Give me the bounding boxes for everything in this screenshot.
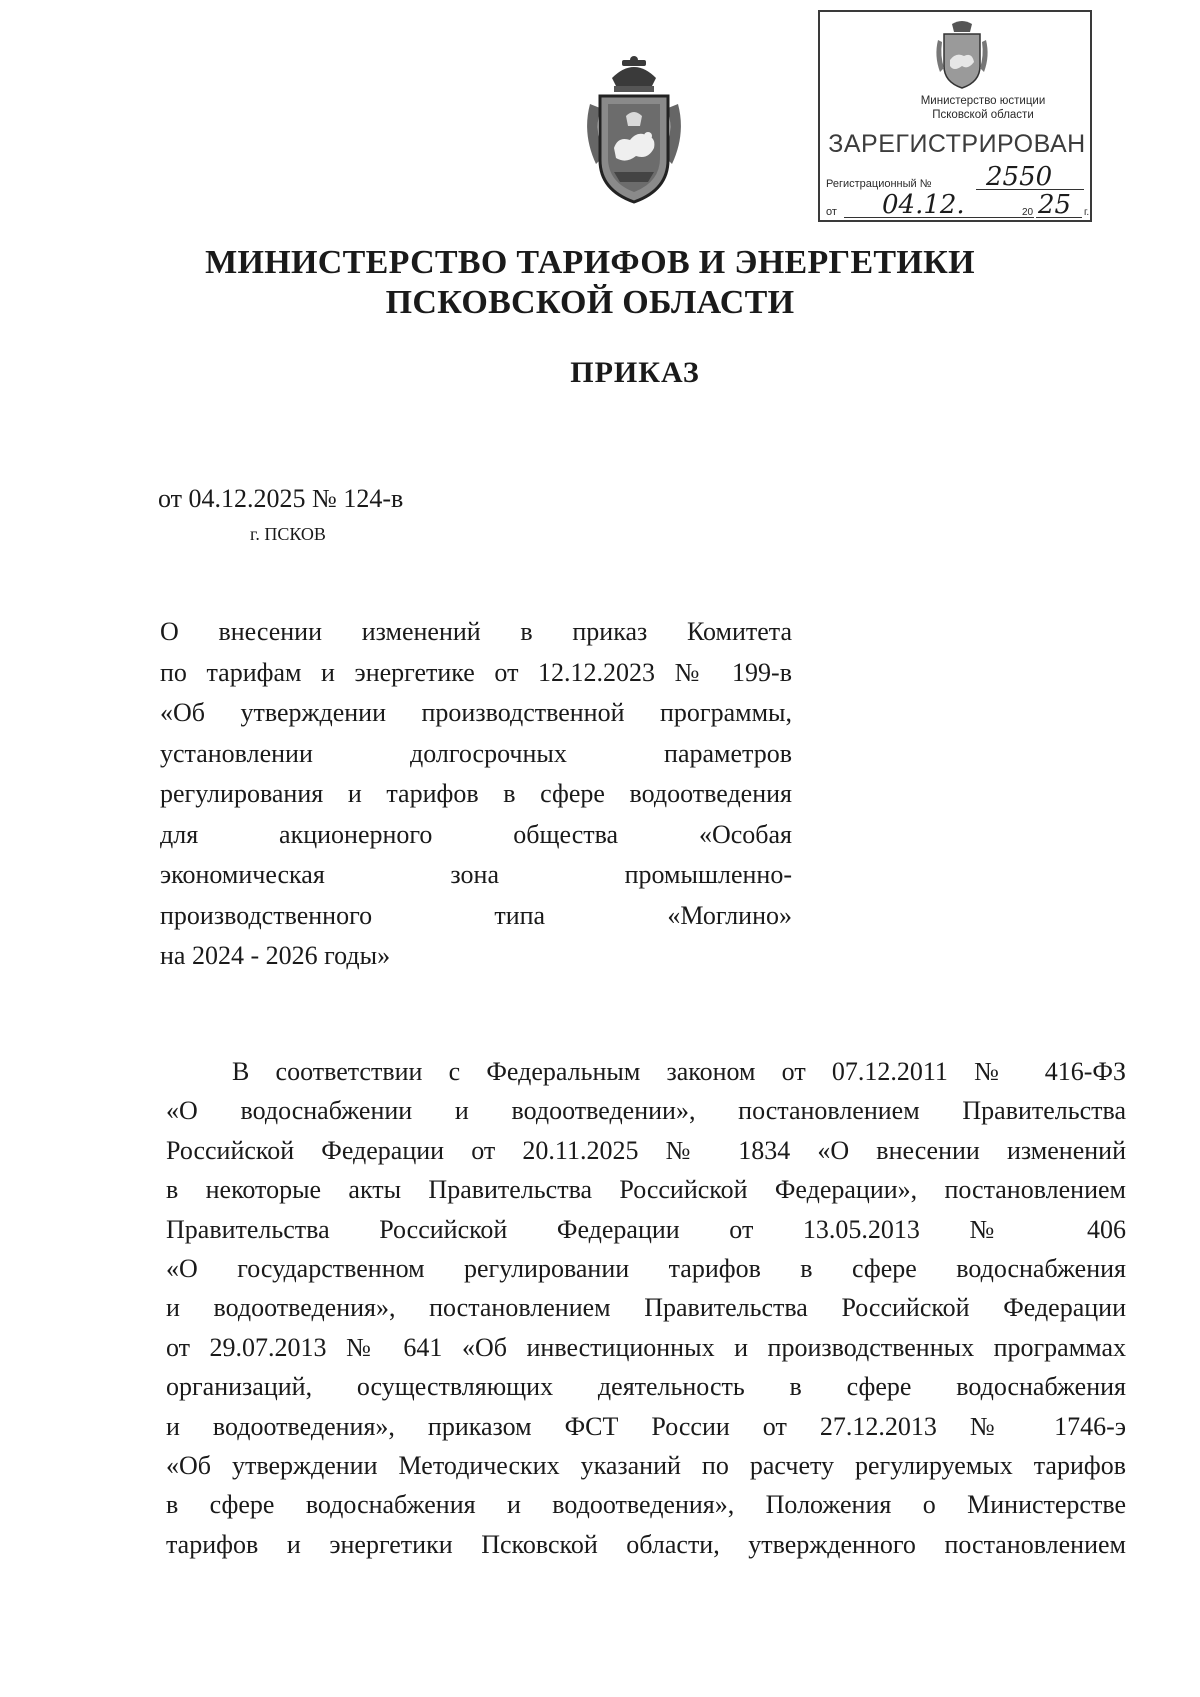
subject-line: по тарифам и энергетике от 12.12.2023 № 199-в (160, 657, 792, 687)
stamp-year-suffix: г. (1084, 207, 1090, 218)
stamp-year-value: 25 (1038, 190, 1072, 220)
stamp-coat-of-arms-icon (934, 20, 990, 90)
doc-date-number: от 04.12.2025 № 124-в (158, 484, 404, 513)
subject-line: «Об утверждении производственной программы, (160, 698, 792, 727)
body-line: В соответствии с Федеральным законом от 07.12.2011 № 416-ФЗ (232, 1057, 1126, 1086)
body-line: в некоторые акты Правительства Российской Федерации», постановлением (166, 1175, 1126, 1205)
subject-block (160, 612, 792, 977)
org-title-line1: МИНИСТЕРСТВО ТАРИФОВ И ЭНЕРГЕТИКИ (205, 244, 975, 281)
stamp-ministry-line1: Министерство юстиции (920, 95, 1046, 107)
stamp-reg-row (826, 162, 1088, 192)
stamp-date-value: 04.12. (882, 190, 965, 220)
org-title (0, 243, 1180, 323)
body-line: тарифов и энергетики Псковской области, утвержденного постановлением (166, 1529, 1126, 1559)
stamp-reg-number: 2550 (986, 162, 1053, 192)
subject-line: на 2024 - 2026 годы» (160, 941, 391, 970)
subject-line: экономическая зона промышленно- (160, 860, 792, 889)
body-line: в сфере водоснабжения и водоотведения», Положения о Министерстве (166, 1490, 1126, 1520)
body-line: от 29.07.2013 № 641 «Об инвестиционных и производственных программах (166, 1332, 1126, 1362)
stamp-ministry-line2: Псковской области (932, 109, 1034, 121)
body-paragraph (166, 1052, 1126, 1564)
stamp-year-prefix: 20 (1022, 207, 1034, 218)
body-line: «О государственном регулировании тарифов в сфере водоснабжения (166, 1253, 1126, 1283)
subject-line: О внесении изменений в приказ Комитета (160, 617, 792, 646)
stamp-date-row (826, 190, 1090, 220)
stamp-status: ЗАРЕГИСТРИРОВАН (828, 130, 1086, 158)
subject-line: установлении долгосрочных параметров (160, 738, 792, 768)
body-line: Правительства Российской Федерации от 13.05.2013 № 406 (166, 1214, 1126, 1244)
body-line: «О водоснабжении и водоотведении», постановлением Правительства (166, 1096, 1126, 1126)
body-line: организаций, осуществляющих деятельность в сфере водоснабжения (166, 1372, 1126, 1402)
registration-stamp (818, 10, 1092, 222)
body-line: Российской Федерации от 20.11.2025 № 1834 «О внесении изменений (166, 1135, 1126, 1165)
body-line: «Об утверждении Методических указаний по расчету регулируемых тарифов (166, 1450, 1126, 1480)
stamp-ministry (880, 94, 1086, 122)
doc-city: г. ПСКОВ (250, 524, 326, 544)
body-line: и водоотведения», постановлением Правительства Российской Федерации (166, 1293, 1126, 1323)
subject-line: регулирования и тарифов в сфере водоотведения (160, 779, 792, 808)
stamp-reg-label: Регистрационный № (826, 178, 932, 190)
org-title-line2: ПСКОВСКОЙ ОБЛАСТИ (385, 284, 795, 321)
subject-line: производственного типа «Моглино» (160, 900, 792, 930)
doc-type-heading: ПРИКАЗ (570, 356, 700, 389)
subject-line: для акционерного общества «Особая (160, 819, 792, 849)
coat-of-arms-icon (578, 56, 690, 206)
body-line: и водоотведения», приказом ФСТ России от 27.12.2013 № 1746-э (166, 1411, 1126, 1441)
stamp-date-prefix: от (826, 206, 837, 218)
